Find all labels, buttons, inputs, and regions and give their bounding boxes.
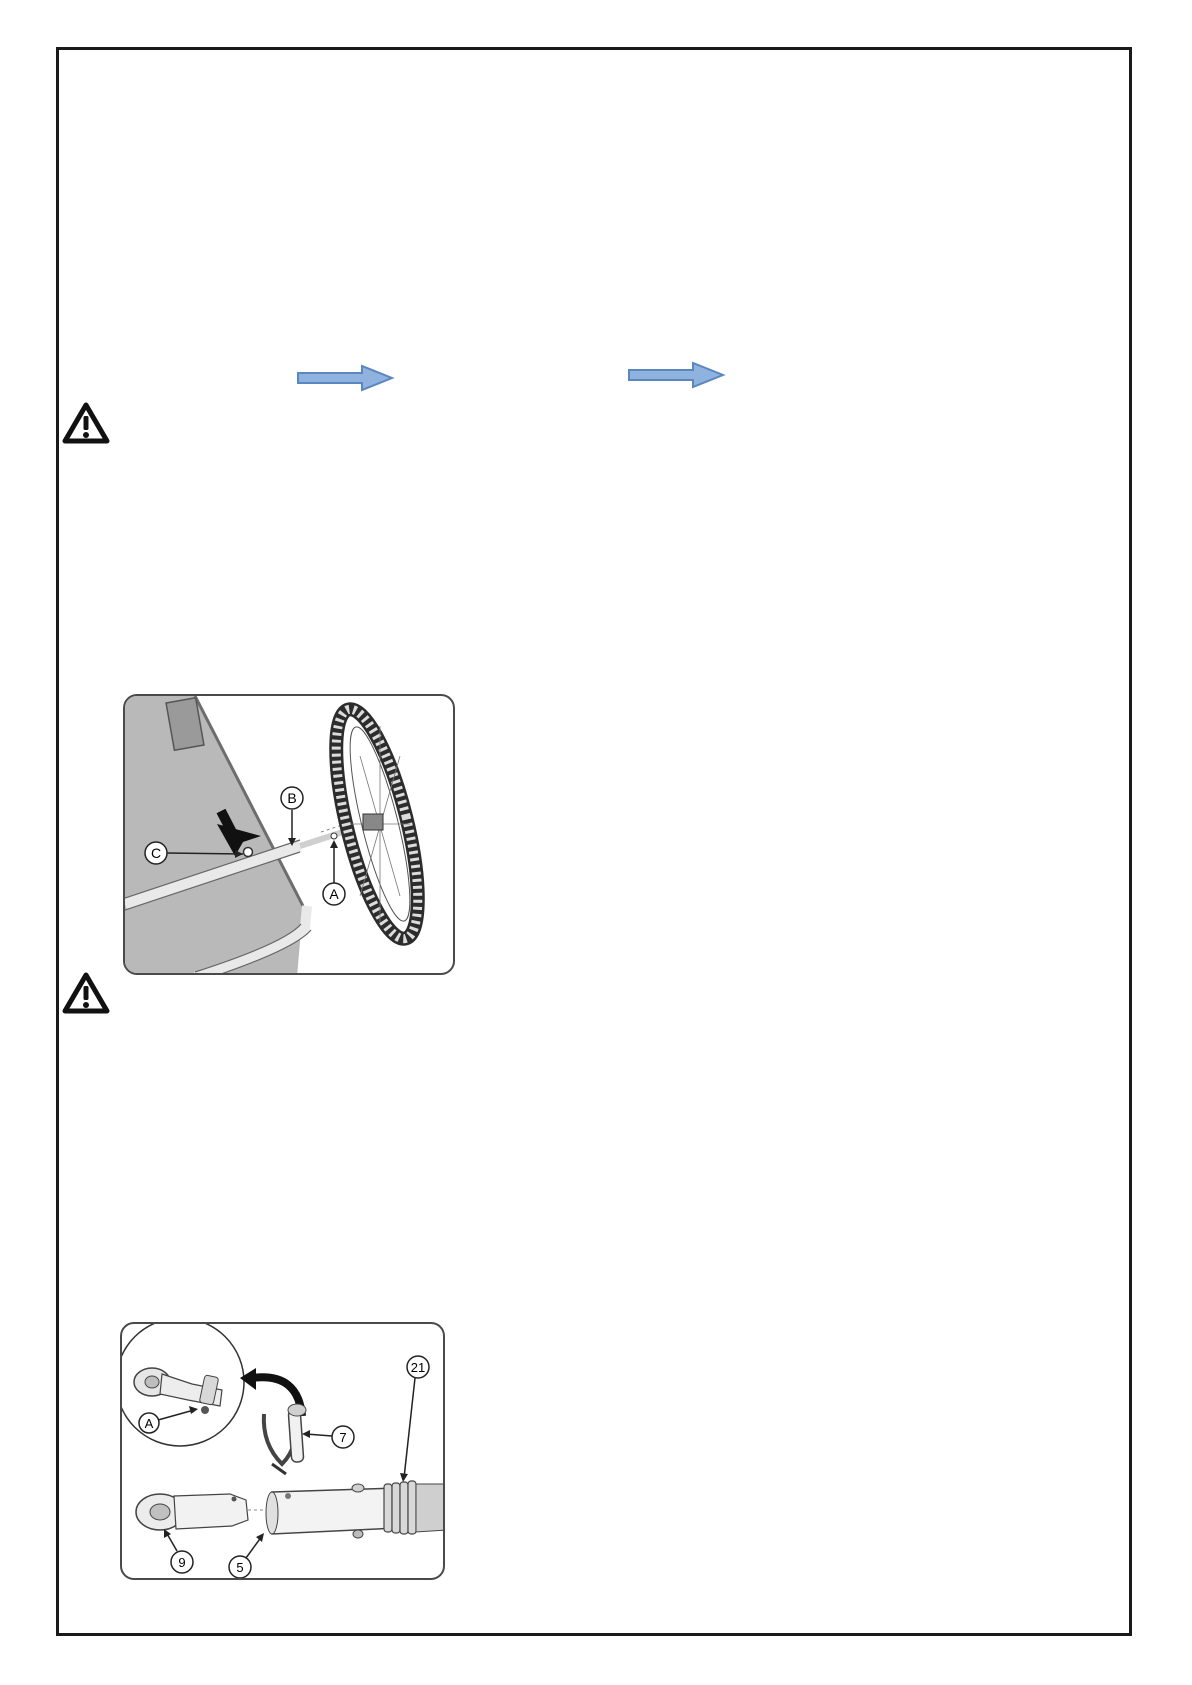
callout-label-7: 7 bbox=[339, 1430, 347, 1445]
wheel-attachment-figure bbox=[123, 694, 455, 975]
callout-label-9: 9 bbox=[178, 1555, 186, 1570]
callout-label-a: A bbox=[329, 886, 339, 902]
callout-label-21: 21 bbox=[410, 1360, 426, 1375]
wheel-illustration bbox=[125, 696, 455, 975]
callout-label-a: A bbox=[144, 1416, 154, 1431]
callout-label-5: 5 bbox=[236, 1560, 244, 1575]
warning-triangle-icon bbox=[61, 971, 111, 1015]
callout-label-c: C bbox=[150, 845, 162, 861]
step-arrow-1 bbox=[296, 364, 396, 392]
hitch-assembly-figure bbox=[120, 1322, 445, 1580]
warning-triangle-icon bbox=[61, 401, 111, 445]
callout-label-b: B bbox=[287, 790, 297, 806]
step-arrow-2 bbox=[627, 361, 727, 389]
hitch-illustration bbox=[122, 1324, 445, 1580]
